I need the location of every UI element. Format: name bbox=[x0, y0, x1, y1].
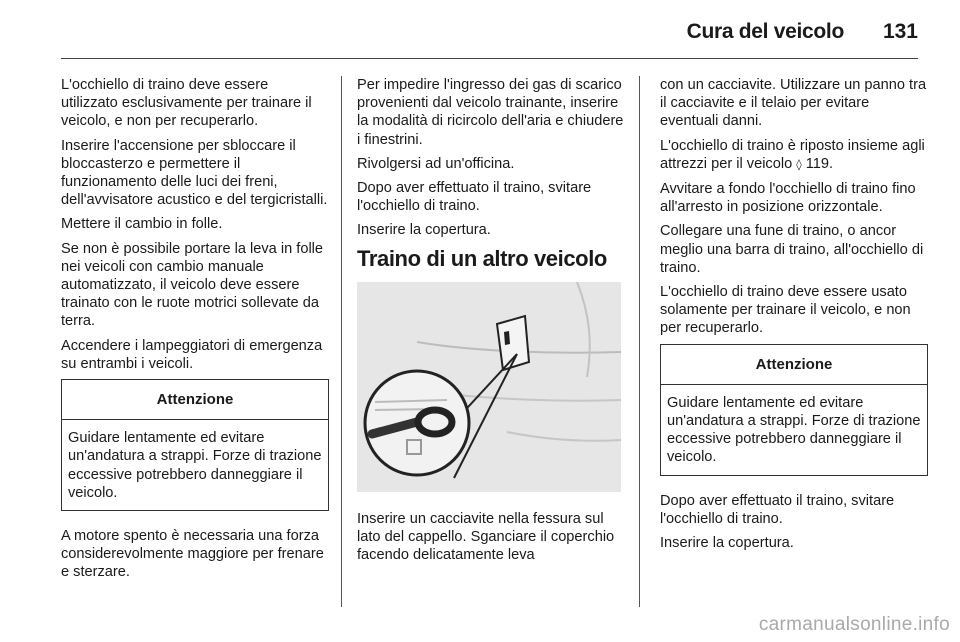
paragraph: A motore spento è necessaria una forza considerevolmente maggiore per frenare e sterzare. bbox=[61, 528, 324, 581]
warning-box bbox=[660, 344, 928, 476]
column-divider bbox=[341, 76, 342, 607]
paragraph: Mettere il cambio in folle. bbox=[61, 216, 223, 233]
paragraph: Per impedire l'ingresso dei gas di scarico provenienti dal veicolo trainante, inserire la modalità di ricircolo dell'aria e chiudere i finestrini. bbox=[357, 77, 624, 148]
header-divider bbox=[61, 58, 918, 59]
paragraph: Inserire un cacciavite nella fessura sul lato del cappello. Sganciare il coperchio facendo delicatamente leva bbox=[357, 510, 615, 564]
warning-title: Attenzione bbox=[661, 345, 927, 385]
column-right bbox=[660, 76, 928, 558]
paragraph: Inserire la copertura. bbox=[357, 222, 491, 239]
paragraph: Accendere i lampeggiatori di emergenza su entrambi i veicoli. bbox=[61, 337, 323, 372]
column-left bbox=[61, 76, 329, 588]
paragraph: Collegare una fune di traino, o ancor meglio una barra di traino, all'occhiello di traino. bbox=[660, 223, 924, 276]
paragraph: L'occhiello di traino deve essere usato solamente per trainare il veicolo, e non per recuperarlo. bbox=[660, 284, 911, 337]
paragraph: Dopo aver effettuato il traino, svitare l'occhiello di traino. bbox=[660, 492, 895, 527]
warning-box bbox=[61, 379, 329, 511]
page-header bbox=[0, 0, 960, 62]
paragraph: Inserire l'accensione per sbloccare il bloccasterzo e permettere il funzionamento delle luci dei freni, dell'avvisatore acustico e del tergicristalli. bbox=[61, 137, 328, 209]
paragraph: Avvitare a fondo l'occhiello di traino fino all'arresto in posizione orizzontale. bbox=[660, 181, 916, 216]
warning-text: Guidare lentamente ed evitare un'andatura a strappi. Forze di trazione eccessive potrebbero danneggiare il veicolo. bbox=[68, 430, 322, 501]
paragraph: L'occhiello di traino è riposto insieme agli attrezzi per il veicolo ◊ 119. bbox=[660, 137, 925, 172]
tow-eye-illustration bbox=[357, 282, 621, 492]
page-number: 131 bbox=[882, 20, 918, 43]
column-divider bbox=[639, 76, 640, 607]
tow-eye-drawing bbox=[357, 282, 621, 492]
column-middle bbox=[357, 76, 625, 570]
warning-title: Attenzione bbox=[62, 380, 328, 420]
paragraph: Inserire la copertura. bbox=[660, 535, 794, 552]
page-reference-icon: ◊ bbox=[796, 157, 802, 171]
paragraph: L'occhiello di traino deve essere utilizzato esclusivamente per trainare il veicolo, e non per recuperarlo. bbox=[61, 77, 312, 130]
paragraph: Dopo aver effettuato il traino, svitare l'occhiello di traino. bbox=[357, 180, 592, 215]
section-heading: Traino di un altro veicolo bbox=[357, 245, 607, 271]
watermark: carmanualsonline.info bbox=[758, 614, 950, 635]
warning-text: Guidare lentamente ed evitare un'andatura a strappi. Forze di trazione eccessive potrebbero danneggiare il veicolo. bbox=[667, 394, 921, 466]
paragraph: Se non è possibile portare la leva in folle nei veicoli con cambio manuale automatizzato, il veicolo deve essere trainato con le ruote motrici sollevate da terra. bbox=[61, 240, 324, 330]
chapter-title: Cura del veicolo bbox=[686, 20, 844, 43]
paragraph: con un cacciavite. Utilizzare un panno tra il cacciavite e il telaio per evitare eventuali danni. bbox=[660, 77, 927, 130]
paragraph: Rivolgersi ad un'officina. bbox=[357, 155, 515, 172]
